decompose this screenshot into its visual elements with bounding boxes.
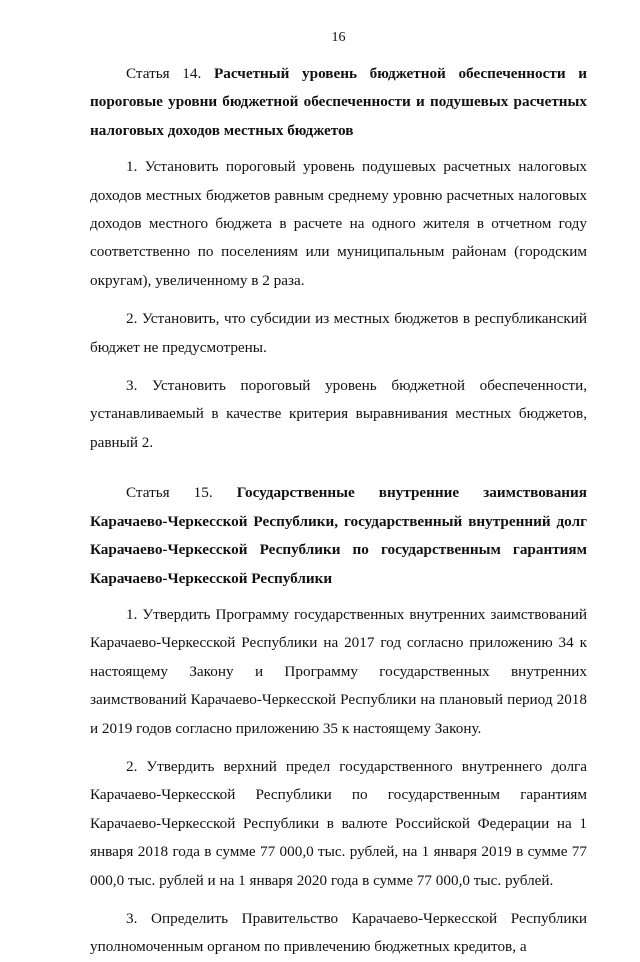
article-15-paragraph-1: 1. Утвердить Программу государственных внутренних заимствований Карачаево-Черкесской Республики на 2017 год согласно приложению 34 к настоящему Закону и Программу государственных внутренних заимствований Карачаево-Черкесской Республики на плановый период 2018 и 2019 годов согласно приложению 35 к настоящему Закону. [90,605,587,737]
article-15-paragraph-2: 2. Утвердить верхний предел государственного внутреннего долга Карачаево-Черкесской Республики по государственным гарантиям Карачаево-Черкесской Республики в валюте Российской Федерации на 1 января 2018 года в сумме 77 000,0 тыс. рублей, на 1 января 2019 в сумме 77 000,0 тыс. рублей и на 1 января 2020 года в сумме 77 000,0 тыс. рублей. [90,757,587,889]
article-15-prefix: Статья 15. [126,484,213,502]
article-15-heading [90,479,587,593]
article-14-paragraph-3: 3. Установить пороговый уровень бюджетной обеспеченности, устанавливаемый в качестве критерия выравнивания местных бюджетов, равный 2. [90,377,587,451]
article-14-title: Расчетный уровень бюджетной обеспеченности и пороговые уровни бюджетной обеспеченности и подушевых расчетных налоговых доходов местных бюджетов [90,65,587,139]
article-14-prefix: Статья 14. [126,65,202,82]
article-14-heading [90,60,587,145]
article-14 [90,60,587,457]
article-14-paragraph-1: 1. Установить пороговый уровень подушевых расчетных налоговых доходов местных бюджетов равным среднему уровню расчетных налоговых доходов местного бюджета в расчете на одного жителя в отчетном году соответственно по поселениям или муниципальным районам (городским округам), увеличенному в 2 раза. [90,158,587,289]
page-number: 16 [331,30,346,45]
article-14-paragraph-2: 2. Установить, что субсидии из местных бюджетов в республиканский бюджет не предусмотрены. [90,310,587,356]
document-page [90,28,587,962]
article-15-title: Государственные внутренние заимствования Карачаево-Черкесской Республики, государственный внутренний долг Карачаево-Черкесской Республики по государственным гарантиям Карачаево-Черкесской Республики [90,484,588,587]
article-15-paragraph-3: 3. Определить Правительство Карачаево-Черкесской Республики уполномоченным органом по привлечению бюджетных кредитов, а [90,909,587,956]
article-15 [90,479,587,962]
